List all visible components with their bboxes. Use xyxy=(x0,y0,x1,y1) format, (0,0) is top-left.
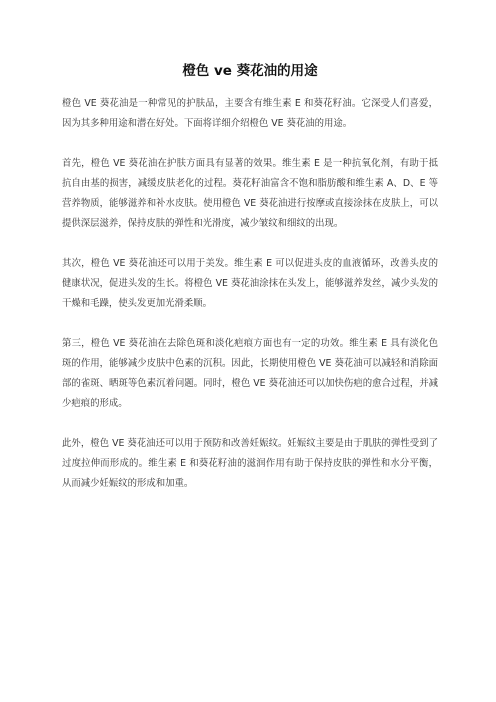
paragraph-skincare: 首先，橙色 VE 葵花油在护肤方面具有显著的效果。维生素 E 是一种抗氧化剂，有助于抵抗自由基的损害，减缓皮肤老化的过程。葵花籽油富含不饱和脂肪酸和维生素 A、D、E 等营养物质，能够滋养和补水皮肤。使用橙色 VE 葵花油进行按摩或直接涂抹在皮肤上，可以提供深层滋养，保持皮肤的弹性和光滑度，减少皱纹和细纹的出现。 xyxy=(62,158,438,229)
document-title: 橙色 ve 葵花油的用途 xyxy=(182,63,318,79)
paragraph-spots-scars: 第三，橙色 VE 葵花油在去除色斑和淡化疤痕方面也有一定的功效。维生素 E 具有淡化色斑的作用，能够减少皮肤中色素的沉积。因此，长期使用橙色 VE 葵花油可以减轻和消除面部的雀斑、晒斑等色素沉着问题。同时，橙色 VE 葵花油还可以加快伤疤的愈合过程，并减少疤痕的形成。 xyxy=(62,338,438,409)
paragraph-stretch-marks: 此外，橙色 VE 葵花油还可以用于预防和改善妊娠纹。妊娠纹主要是由于肌肤的弹性受到了过度拉伸而形成的。维生素 E 和葵花籽油的滋润作用有助于保持皮肤的弹性和水分平衡，从而减少妊娠纹的形成和加重。 xyxy=(62,438,438,489)
paragraph-haircare: 其次，橙色 VE 葵花油还可以用于美发。维生素 E 可以促进头皮的血液循环，改善头皮的健康状况，促进头发的生长。将橙色 VE 葵花油涂抹在头发上，能够滋养发丝，减少头发的干燥和毛躁，使头发更加光滑柔顺。 xyxy=(62,258,438,309)
paragraph-intro: 橙色 VE 葵花油是一种常见的护肤品，主要含有维生素 E 和葵花籽油。它深受人们喜爱，因为其多种用途和潜在好处。下面将详细介绍橙色 VE 葵花油的用途。 xyxy=(62,98,438,129)
